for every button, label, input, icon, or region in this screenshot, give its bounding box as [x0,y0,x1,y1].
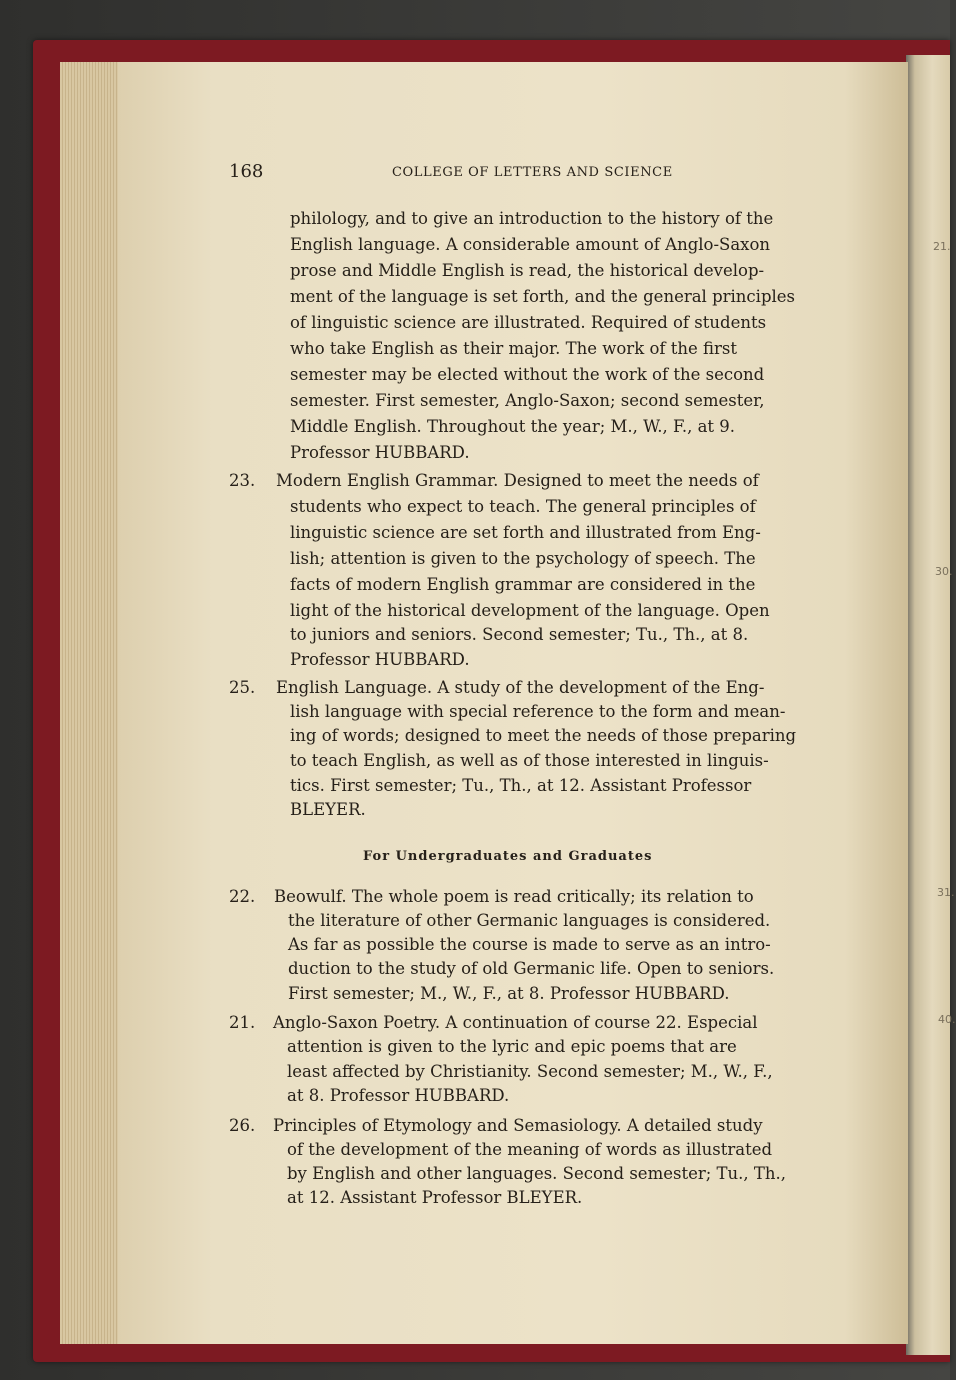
text-line: As far as possible the course is made to serve as an intro- [288,935,771,954]
text-line: attention is given to the lyric and epic poems that are [287,1037,737,1056]
text-line: lish; attention is given to the psychology of speech. The [290,549,756,568]
text-line: duction to the study of old Germanic life. Open to seniors. [288,959,775,978]
text-line: light of the historical development of the language. Open [290,601,770,620]
text-line: BLEYER. [290,800,366,819]
text-line: to teach English, as well as of those interested in linguis- [290,751,769,770]
text-line: English language. A considerable amount of Anglo-Saxon [290,235,771,254]
text-line: at 8. Professor HUBBARD. [287,1086,510,1105]
section-heading: For Undergraduates and Graduates [363,849,653,864]
course-number: 25. [229,678,256,697]
course-number: 26. [229,1116,256,1135]
page-number: 168 [229,161,264,182]
text-line: who take English as their major. The work of the first [290,339,737,358]
text-line: lish language with special reference to the form and mean- [290,702,786,721]
text-line: of linguistic science are illustrated. Required of students [290,313,767,332]
text-line: ing of words; designed to meet the needs of those preparing [290,726,797,745]
text-line: students who expect to teach. The general principles of [290,497,756,516]
text-line: tics. First semester; Tu., Th., at 12. Assistant Professor [290,776,752,795]
text-line: least affected by Christianity. Second semester; M., W., F., [287,1062,773,1081]
text-line: semester may be elected without the work of the second [290,365,765,384]
course-number: 22. [229,887,256,906]
text-line: Professor HUBBARD. [290,443,470,462]
text-line: prose and Middle English is read, the historical develop- [290,261,765,280]
text-line: to juniors and seniors. Second semester; Tu., Th., at 8. [290,625,749,644]
text-line: philology, and to give an introduction to the history of the [290,209,774,228]
text-line: Anglo-Saxon Poetry. A continuation of course 22. Especial [273,1013,758,1032]
running-title: COLLEGE OF LETTERS AND SCIENCE [392,165,673,180]
text-line: Modern English Grammar. Designed to meet the needs of [276,471,759,490]
margin-mark: 31. [937,886,955,899]
text-line: facts of modern English grammar are considered in the [290,575,756,594]
text-line: by English and other languages. Second semester; Tu., Th., [287,1164,787,1183]
text-line: Beowulf. The whole poem is read critically; its relation to [274,887,754,906]
course-number: 23. [229,471,256,490]
text-line: First semester; M., W., F., at 8. Professor HUBBARD. [288,984,730,1003]
text-line: of the development of the meaning of words as illustrated [287,1140,773,1159]
course-number: 21. [229,1013,256,1032]
margin-mark: 30. [935,565,953,578]
text-line: English Language. A study of the development of the Eng- [276,678,765,697]
text-line: Middle English. Throughout the year; M., W., F., at 9. [290,417,736,436]
margin-mark: 40. [938,1013,956,1026]
page-edges [60,62,120,1344]
text-line: at 12. Assistant Professor BLEYER. [287,1188,583,1207]
text-line: semester. First semester, Anglo-Saxon; second semester, [290,391,765,410]
text-line: ment of the language is set forth, and the general principles [290,287,796,306]
text-line: Principles of Etymology and Semasiology. A detailed study [273,1116,763,1135]
text-line: the literature of other Germanic languages is considered. [288,911,771,930]
margin-mark: 21. [933,240,951,253]
text-line: linguistic science are set forth and illustrated from Eng- [290,523,761,542]
text-line: Professor HUBBARD. [290,650,470,669]
